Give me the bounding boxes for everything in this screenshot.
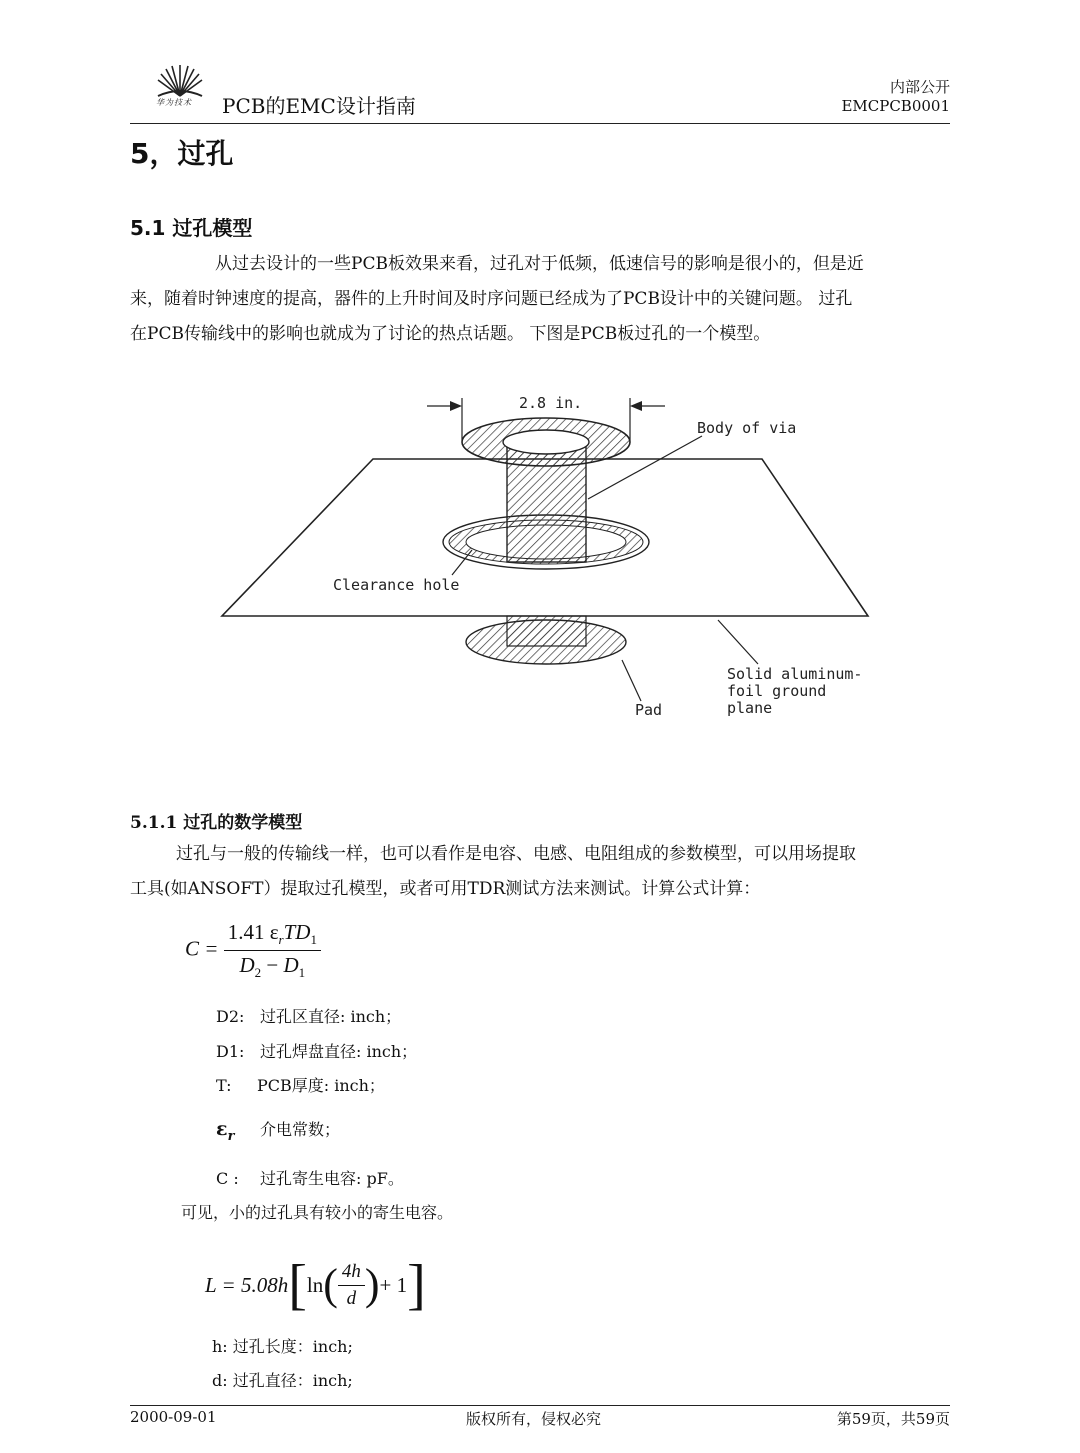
- pad-label: Pad: [635, 701, 663, 719]
- section-heading: 5，过孔: [130, 137, 234, 170]
- clearance-hole-label: Clearance hole: [333, 576, 460, 594]
- subsection-heading: 5.1 过孔模型: [130, 216, 253, 240]
- footer-rights: 版权所有，侵权必究: [466, 1410, 602, 1428]
- footer-page-number: 第59页，共59页: [836, 1410, 950, 1428]
- variable-d: d: 过孔直径：inch;: [212, 1371, 353, 1390]
- variable-er: $\varepsilon_r$ 介电常数；: [216, 1118, 341, 1144]
- foil-label-line: Solid aluminum-: [727, 665, 863, 683]
- dimension-label: 2.8 in.: [519, 394, 583, 412]
- intro-line: 来，随着时钟速度的提高，器件的上升时间及时序问题已经成为了PCB设计中的关键问题。 过孔: [130, 289, 853, 309]
- document-code: EMCPCB0001: [841, 97, 950, 115]
- document-title: PCB的EMC设计指南: [222, 94, 416, 118]
- variable-d1: D1: 过孔焊盘直径: inch；: [216, 1042, 418, 1061]
- intro-paragraph: [130, 247, 950, 352]
- intro-line: 在PCB传输线中的影响也就成为了讨论的热点话题。 下图是PCB板过孔的一个模型。: [130, 324, 771, 344]
- variable-h: h: 过孔长度：inch;: [212, 1337, 353, 1356]
- model-paragraph: [130, 837, 950, 907]
- capacitance-note: 可见，小的过孔具有较小的寄生电容。: [181, 1203, 454, 1222]
- model-line: 过孔与一般的传输线一样，也可以看作是电容、电感、电阻组成的参数模型，可以用场提取: [176, 844, 856, 864]
- foil-label-line: foil ground: [727, 682, 827, 700]
- subsubsection-heading: 5.1.1 过孔的数学模型: [130, 813, 303, 833]
- via-body-lower: [507, 616, 586, 646]
- footer-divider: [130, 1405, 950, 1406]
- via-model-figure: [200, 380, 900, 730]
- variable-c: C : 过孔寄生电容: pF。: [216, 1169, 404, 1188]
- foil-label-line: plane: [727, 699, 773, 717]
- capacitance-formula: C = $\frac{1.41 \varepsilon_rTD_1}{D_2 - D_1}$: [185, 920, 321, 981]
- variable-d2: D2: 过孔区直径: inch；: [216, 1007, 402, 1026]
- inductance-formula: L = 5.08h[ln( $\frac{4h}{d}$ )+ 1]: [205, 1254, 426, 1316]
- intro-line: 从过去设计的一些PCB板效果来看，过孔对于低频，低速信号的影响是很小的，但是近: [215, 254, 864, 274]
- footer-date: 2000-09-01: [130, 1408, 217, 1426]
- variable-t: T: PCB厚度: inch；: [216, 1076, 385, 1095]
- header-divider: [130, 123, 950, 124]
- logo-caption: 华为技术: [156, 98, 192, 107]
- classification: 内部公开: [889, 78, 950, 96]
- body-of-via-label: Body of via: [697, 419, 797, 437]
- model-line: 工具(如ANSOFT）提取过孔模型，或者可用TDR测试方法来测试。计算公式计算：: [130, 879, 761, 899]
